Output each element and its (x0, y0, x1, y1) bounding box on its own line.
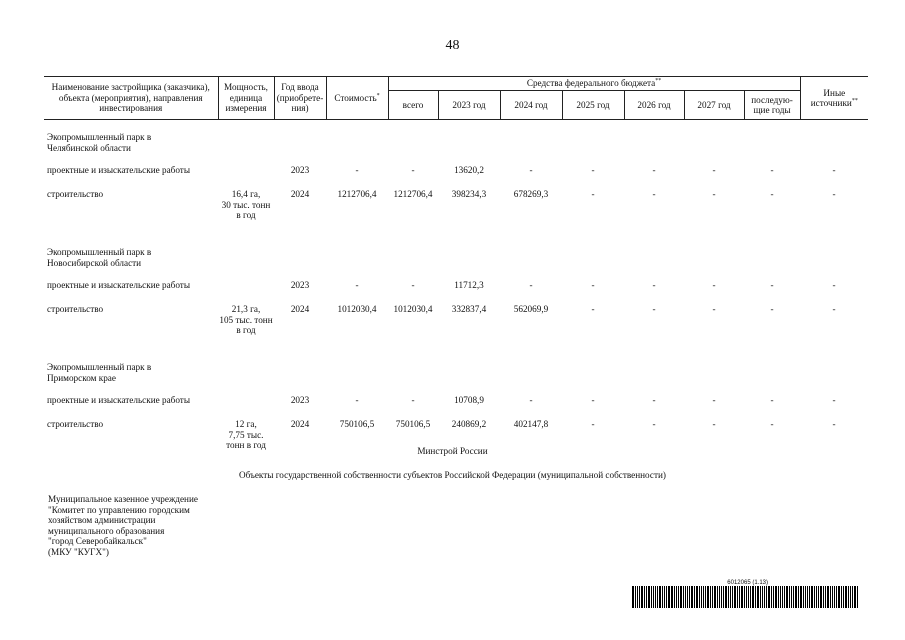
barcode-bar (793, 586, 794, 608)
barcode-bar (701, 586, 702, 608)
federal-footnote-mark: ** (655, 78, 662, 85)
barcode-bar (780, 586, 781, 608)
barcode-bar (699, 586, 700, 608)
barcode-bar (646, 586, 647, 608)
barcode-bar (760, 586, 761, 608)
barcode-bar (685, 586, 686, 608)
barcode-bar (712, 586, 713, 608)
barcode-bar (775, 586, 777, 608)
barcode-bar (838, 586, 840, 608)
barcode-bar (741, 586, 743, 608)
barcode-bar (845, 586, 847, 608)
barcode-bar (791, 586, 792, 608)
barcode-bar (635, 586, 636, 608)
barcode-bar (687, 586, 688, 608)
barcode-bar (676, 586, 677, 608)
barcode-bar (739, 586, 740, 608)
barcode-bar (825, 586, 826, 608)
table-row: проектные и изыскательские работы 2023 - - 13620,2 - - - - - - (47, 165, 836, 175)
table-row: проектные и изыскательские работы 2023 - - 10708,9 - - - - - - (47, 395, 836, 405)
barcode-bar (795, 586, 797, 608)
barcode-bar (689, 586, 690, 608)
barcode-bar (752, 586, 754, 608)
barcode-bar (755, 586, 756, 608)
barcode-bar (680, 586, 682, 608)
barcode-bar (818, 586, 819, 608)
barcode-bar (834, 586, 835, 608)
barcode-bar (641, 586, 643, 608)
header-2025: 2025 год (562, 91, 624, 120)
barcode-bar (771, 586, 772, 608)
barcode-bar (809, 586, 810, 608)
barcode-bar (778, 586, 779, 608)
barcode-bar (766, 586, 767, 608)
barcode-bar (748, 586, 749, 608)
barcode-bar (850, 586, 851, 608)
object-name: Экопромышленный парк в Челябинской области (47, 132, 152, 153)
barcode-bar (773, 586, 774, 608)
barcode-bar (703, 586, 704, 608)
barcode-bar (841, 586, 842, 608)
barcode-bar (800, 586, 802, 608)
barcode-bar (639, 586, 640, 608)
object-row (44, 120, 868, 166)
barcode-bar (746, 586, 747, 608)
barcode-bar (768, 586, 770, 608)
object-row (44, 235, 868, 280)
header-year: Год ввода (приобрете-ния) (274, 77, 326, 120)
barcode-bar (694, 586, 695, 608)
cost-footnote-mark: * (376, 92, 380, 99)
header-2024: 2024 год (500, 91, 562, 120)
header-total: всего (388, 91, 438, 120)
ministry-label: Минстрой России (417, 446, 488, 456)
barcode-bar (671, 586, 673, 608)
header-name: Наименование застройщика (заказчика), объекта (мероприятия), направления инвестирования (44, 77, 218, 120)
barcode-bar (664, 586, 665, 608)
barcode-bar (707, 586, 709, 608)
barcode-bar (691, 586, 693, 608)
barcode-bar (723, 586, 724, 608)
barcode-bar (750, 586, 751, 608)
barcode-bar (757, 586, 759, 608)
barcode-bar (803, 586, 804, 608)
barcode-bar (789, 586, 790, 608)
barcode-bar (683, 586, 684, 608)
barcode-block (632, 580, 860, 608)
barcode-bar (655, 586, 656, 608)
barcode-bar (805, 586, 806, 608)
barcode-bar (719, 586, 720, 608)
barcode-bar (732, 586, 733, 608)
barcode-bar (637, 586, 638, 608)
barcode-bar (717, 586, 718, 608)
barcode-bar (728, 586, 729, 608)
barcode-bar (737, 586, 738, 608)
header-capacity: Мощность, единица измерения (218, 77, 274, 120)
object-row (44, 350, 868, 395)
barcode-bar (648, 586, 650, 608)
barcode-bar (782, 586, 783, 608)
barcode-bar (764, 586, 765, 608)
table-row: строительство 16,4 га, 30 тыс. тонн в год 2024 1212706,4 1212706,4 398234,3 678269,3 - - - - - (44, 189, 868, 235)
organization-name: Муниципальное казенное учреждение "Комитет по управлению городским хозяйством администрации муниципального образования "город Северобайкальск" (МКУ "КУГХ") (48, 494, 198, 557)
barcode-bar (827, 586, 829, 608)
object-name: Экопромышленный парк в Новосибирской области (47, 247, 152, 268)
barcode-bar (814, 586, 815, 608)
barcode-bar (820, 586, 822, 608)
barcode-bar (762, 586, 763, 608)
barcode-bar (730, 586, 731, 608)
header-2027: 2027 год (684, 91, 744, 120)
header-other-sources: Иные источники** (800, 77, 868, 120)
barcode-bar (696, 586, 698, 608)
table-row: строительство 12 га, 7,75 тыс. тонн в год 2024 750106,5 750106,5 240869,2 402147,8 - - - - - (44, 419, 868, 465)
barcode-bar (678, 586, 679, 608)
barcode-bar (710, 586, 711, 608)
capacity-cell: 12 га, 7,75 тыс. тонн в год (226, 419, 266, 450)
header-2023: 2023 год (438, 91, 500, 120)
capacity-cell: 16,4 га, 30 тыс. тонн в год (221, 189, 271, 220)
investment-table (44, 76, 868, 465)
barcode-bar (816, 586, 817, 608)
barcode-bar (854, 586, 856, 608)
barcode-bar (651, 586, 652, 608)
barcode-bar (734, 586, 736, 608)
barcode-bar (836, 586, 837, 608)
barcode-bar (714, 586, 716, 608)
barcode-bar (632, 586, 634, 608)
table-row: проектные и изыскательские работы 2023 - - 11712,3 - - - - - - (47, 280, 836, 290)
header-federal-budget: Средства федерального бюджета** (388, 77, 800, 91)
header-later-years: последую-щие годы (744, 91, 800, 120)
section-title: Объекты государственной собственности субъектов Российской Федерации (муниципальной собственности) (239, 470, 666, 480)
barcode-bar (843, 586, 844, 608)
barcode-bar (852, 586, 853, 608)
barcode-label: 6012065 (1.13) (727, 580, 768, 586)
other-footnote-mark: ** (851, 97, 858, 104)
barcode-bar (644, 586, 645, 608)
barcode-bar (721, 586, 722, 608)
barcode-bar (786, 586, 788, 608)
barcode-bar (798, 586, 799, 608)
table-row: строительство 21,3 га, 105 тыс. тонн в год 2024 1012030,4 1012030,4 332837,4 562069,9 - - - - - (44, 304, 868, 350)
header-cost: Стоимость* (326, 77, 388, 120)
barcode-bar (657, 586, 658, 608)
barcode-bar (744, 586, 745, 608)
barcode-bar (784, 586, 785, 608)
barcode-image (632, 586, 860, 608)
barcode-bar (823, 586, 824, 608)
barcode-bar (857, 586, 858, 608)
barcode-bar (659, 586, 661, 608)
barcode-bar (674, 586, 675, 608)
barcode-bar (662, 586, 663, 608)
barcode-bar (811, 586, 813, 608)
barcode-bar (653, 586, 654, 608)
barcode-bar (725, 586, 727, 608)
barcode-bar (830, 586, 831, 608)
barcode-bar (668, 586, 670, 608)
page-number: 48 (445, 38, 460, 53)
capacity-cell: 21,3 га, 105 тыс. тонн в год (219, 304, 273, 335)
barcode-bar (666, 586, 667, 608)
object-name: Экопромышленный парк в Приморском крае (47, 362, 152, 383)
barcode-bar (848, 586, 849, 608)
header-2026: 2026 год (624, 91, 684, 120)
barcode-bar (807, 586, 808, 608)
barcode-bar (705, 586, 706, 608)
barcode-bar (832, 586, 833, 608)
